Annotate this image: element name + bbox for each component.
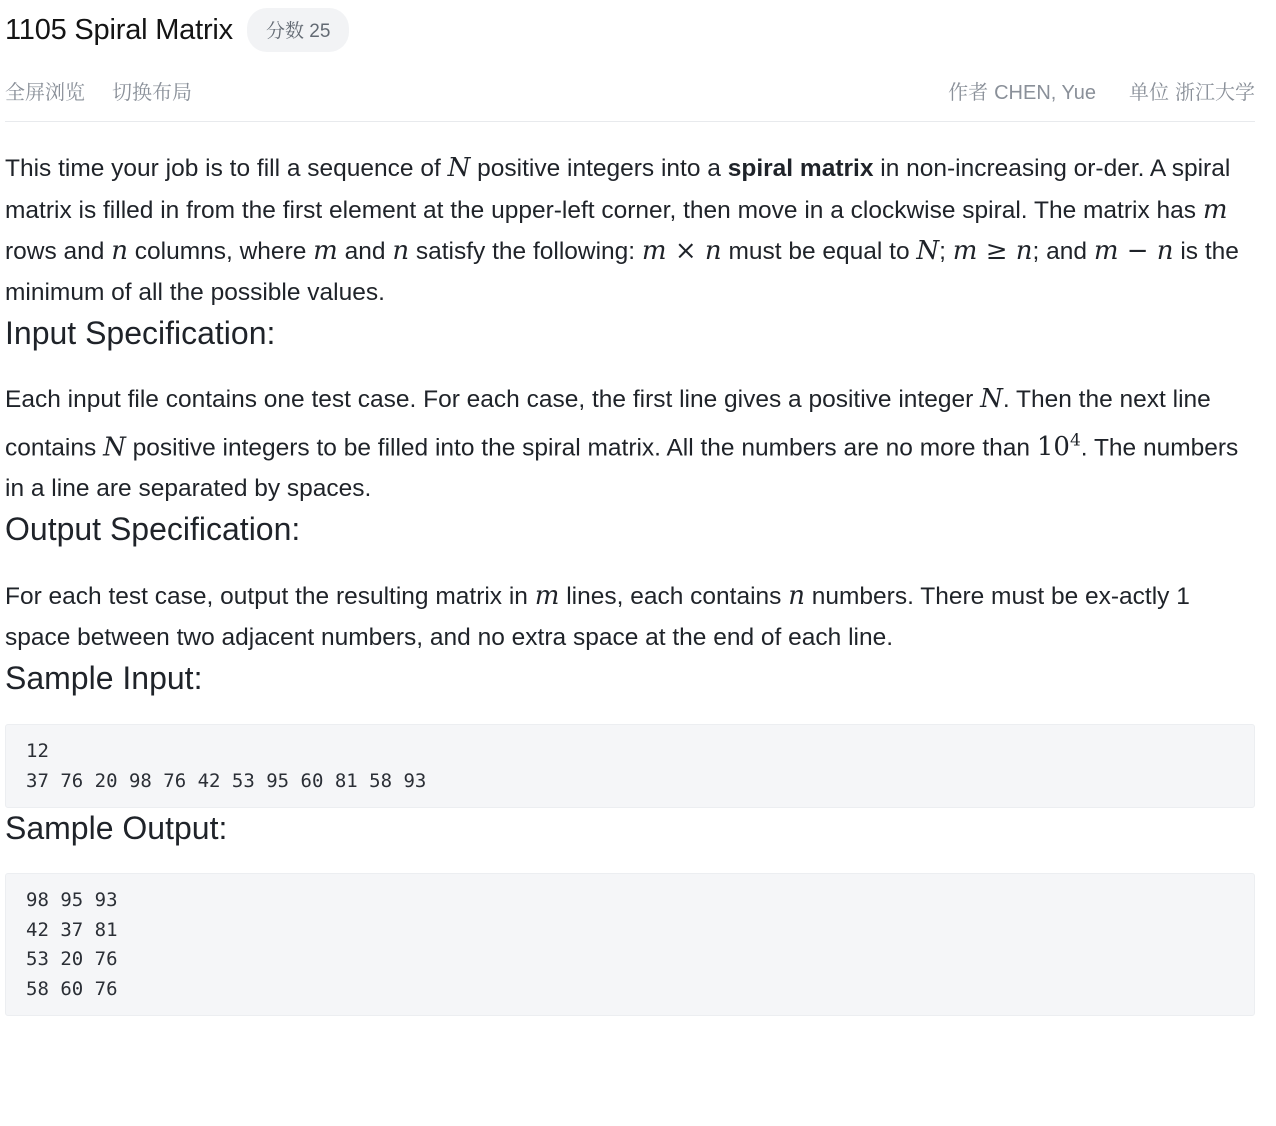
code-line: 53 20 76 [26,948,118,971]
switch-layout-button[interactable]: 切换布局 [112,81,192,104]
code-line: 37 76 20 98 76 42 53 95 60 81 58 93 [26,769,427,792]
math-power-exponent: 4 [1069,430,1081,451]
problem-page [5,0,1255,1016]
math-N: N [447,153,471,183]
math-m-minus-n: m − n [1093,236,1174,266]
description-text: and [337,238,393,265]
sample-input-code[interactable] [5,724,1255,808]
title-row [5,1,1255,59]
input-spec-part: . The numbers in a line are separated by spaces. [5,434,1239,502]
math-m-times-n: m × n [641,236,722,266]
input-spec-text [5,379,1255,509]
author-label: 作者 [948,81,989,104]
author-meta [948,76,1096,105]
math-n: n [111,236,128,266]
code-line: 42 37 81 [26,918,118,941]
math-n: n [392,236,410,266]
page-title: 1105 Spiral Matrix [5,13,233,46]
input-spec-part: . Then the next line contains [5,386,1211,462]
math-N: N [980,384,1003,414]
description-text: satisfy the following: [409,238,642,265]
problem-meta [948,76,1255,105]
input-spec-part: Each input file contains one test case. For each case, the first line gives a positive integer [5,386,981,413]
output-spec-text [5,576,1255,658]
math-m-geq-n: m ≥ n [952,236,1033,266]
code-line: 58 60 76 [26,977,118,1000]
output-spec-part: For each test case, output the resulting matrix in [5,583,535,611]
description-text: This time your job is to fill a sequence of [5,155,448,182]
math-power [1037,432,1081,462]
description-text: in non-increasing or-der. A spiral matrix is filled in from the first element at the upper-left corner, then move in a clockwise spiral. The matrix has [5,155,1231,224]
math-N: N [103,432,126,463]
author-value: CHEN, Yue [994,81,1096,104]
description-text: rows and [5,238,112,265]
math-N: N [916,236,940,266]
score-badge: 分数 25 [247,8,349,52]
math-m: m [1202,194,1228,225]
description-text: is the minimum of all the possible values. [5,238,1239,306]
organization-value: 浙江大学 [1175,81,1255,104]
output-spec-part: numbers. There must be ex-actly 1 space between two adjacent numbers, and no extra space at the end of each line. [5,583,1190,651]
code-line: 98 95 93 [26,889,118,912]
math-n: n [788,581,805,612]
math-m: m [534,581,560,612]
math-power-base: 10 [1036,432,1070,463]
description-bold-term: spiral matrix [727,155,874,182]
input-spec-heading: Input Specification: [5,315,276,351]
organization-label: 单位 [1129,81,1169,104]
organization-meta [1129,76,1255,105]
sample-output-heading: Sample Output: [5,810,228,847]
input-spec-part: positive integers to be filled into the spiral matrix. All the numbers are no more than [125,434,1037,462]
sample-input-heading: Sample Input: [5,660,203,697]
problem-content [5,148,1255,1016]
problem-description [5,148,1255,313]
description-text: columns, where [127,238,314,265]
code-line: 12 [26,740,49,763]
description-text: ; [939,238,953,265]
sample-output-code[interactable] [5,873,1255,1016]
toolbar [5,59,1255,122]
description-text: must be equal to [721,238,917,265]
math-m: m [313,236,338,266]
description-text: ; and [1032,238,1094,265]
output-spec-heading: Output Specification: [5,511,301,548]
fullscreen-button[interactable]: 全屏浏览 [5,81,85,104]
description-text: positive integers into a [470,155,728,182]
output-spec-part: lines, each contains [559,583,789,611]
toolbar-left [5,76,192,105]
